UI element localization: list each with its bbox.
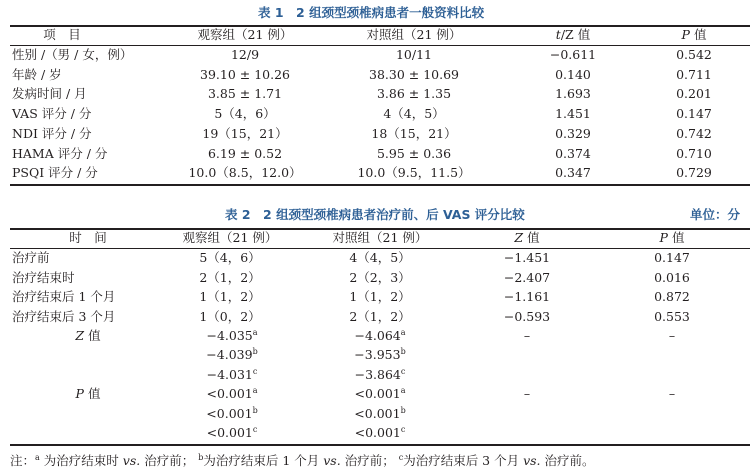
table1-cell: 10.0（8.5，12.0） [188, 165, 302, 181]
table2-cell: 2（1，2） [349, 308, 411, 324]
note-end: 。 [582, 453, 595, 468]
table1-cell: 3.86 ± 1.35 [376, 86, 452, 102]
note-b: 为治疗结束后 1 个月 [203, 453, 320, 468]
table1-cell: 4（4，5） [383, 106, 445, 122]
note-before-a: 治疗前 [144, 453, 182, 468]
table2-cell: −0.593 [503, 308, 551, 324]
table2-z-dash: – [668, 328, 676, 343]
table1-header-cell: P 值 [681, 27, 707, 42]
table2-p-ctl: <0.001$^a$ [354, 385, 406, 401]
note-sep-a: ； [181, 453, 195, 468]
table1-cell: 年龄 / 岁 [12, 66, 62, 82]
table2-cell: 治疗结束后 1 个月 [12, 289, 116, 304]
note-vs-c: vs. [523, 453, 541, 468]
table2-cell: 治疗结束后 3 个月 [12, 308, 116, 324]
table1-cell: 0.542 [676, 47, 712, 62]
table2-header-cell: Z 值 [514, 230, 540, 245]
note-sep-b: ； [382, 453, 395, 468]
table1-cell: 5.95 ± 0.36 [376, 145, 452, 161]
table2-cell: 0.147 [654, 250, 690, 265]
table1-cell: 发病时间 / 月 [12, 86, 87, 102]
table1-header-cell: t/Z 值 [555, 27, 591, 42]
table2-z-obs: −4.035$^a$ [206, 327, 258, 343]
table2-cell: −1.161 [503, 289, 551, 304]
table2-cell: 1（1，2） [349, 289, 411, 304]
table1-cell: PSQI 评分 / 分 [12, 165, 98, 181]
table1-cell: 0.710 [676, 145, 712, 161]
table1-cell: 0.329 [555, 125, 591, 141]
table1-cell: 性别 /（男 / 女，例） [12, 47, 133, 62]
table2-cell: 0.872 [654, 289, 690, 304]
table1-cell: 39.10 ± 10.26 [200, 66, 290, 82]
table1-header-cell: 观察组（21 例） [197, 27, 293, 42]
table1-cell: 0.140 [555, 66, 591, 82]
table1-cell: 0.201 [676, 86, 712, 102]
table2-z-obs: −4.031$^c$ [206, 366, 258, 382]
table2-p-label: P 值 [75, 386, 101, 401]
table1-cell: VAS 评分 / 分 [12, 106, 92, 122]
table1-header-cell: 对照组（21 例） [366, 27, 462, 42]
table2-cell: 2（2，3） [349, 269, 411, 285]
table2-p-obs: <0.001$^b$ [206, 405, 258, 421]
table2-z-ctl: −3.864$^c$ [354, 366, 406, 382]
table2-z-ctl: −3.953$^b$ [354, 347, 406, 363]
table2-z-ctl: −4.064$^a$ [354, 327, 406, 343]
table1-caption: 表 1 2 组颈型颈椎病患者一般资料比较 [258, 5, 485, 20]
table1-cell: 12/9 [230, 47, 260, 62]
table2-header-cell: 观察组（21 例） [182, 230, 278, 245]
table1-cell: 3.85 ± 1.71 [207, 86, 283, 102]
table1-cell: 0.374 [555, 145, 591, 161]
table1-cell: 1.693 [555, 86, 591, 102]
table1-cell: 38.30 ± 10.69 [369, 66, 459, 82]
note-vs-a: vs. [122, 453, 141, 468]
note-vs-b: vs. [323, 453, 341, 468]
table1-cell: HAMA 评分 / 分 [12, 145, 108, 161]
table2-unit: 单位：分 [690, 207, 741, 222]
table2-z-dash: – [523, 328, 531, 343]
table2-bottom-rule [10, 444, 750, 446]
table1-cell: 6.19 ± 0.52 [207, 145, 283, 161]
table1-cell: 5（4，6） [214, 106, 276, 122]
table2-p-ctl: <0.001$^c$ [354, 424, 406, 440]
table2-p-dash: – [668, 386, 676, 401]
table1-cell: 0.711 [676, 66, 712, 82]
table2-cell: 4（4，5） [349, 250, 411, 265]
table2-cell: −1.451 [503, 250, 551, 265]
table1-cell: NDI 评分 / 分 [12, 125, 92, 141]
table2-z-obs: −4.039$^b$ [206, 347, 258, 363]
table1-cell: 0.347 [555, 165, 591, 181]
table2-p-dash: – [523, 386, 531, 401]
table2-cell: 1（0，2） [199, 308, 261, 324]
table2-cell: 治疗前 [12, 250, 50, 265]
note-before-b: 治疗前 [344, 453, 383, 468]
table2-cell: 0.553 [654, 308, 690, 324]
table2-footnote: 注：$^a$ 为治疗结束时 vs. 治疗前； $^b$为治疗结束后 1 个月 vs. 治疗前； $^c$为治疗结束后 3 个月 vs. 治疗前。 [10, 452, 595, 468]
table1-cell: 18（15，21） [371, 125, 457, 141]
table2-cell: 治疗结束时 [12, 269, 75, 285]
table2-z-label: Z 值 [75, 328, 101, 343]
table2-header-cell: P 值 [659, 230, 685, 245]
table2-p-obs: <0.001$^c$ [206, 424, 258, 440]
table1-cell: −0.611 [549, 47, 597, 62]
note-prefix: 注： [10, 453, 36, 468]
table2-cell: 1（1，2） [199, 289, 261, 304]
table2-cell: 0.016 [654, 269, 690, 285]
note-a: 为治疗结束时 [43, 453, 119, 468]
table2-caption: 表 2 2 组颈型颈椎病患者治疗前、后 VAS 评分比较 [225, 207, 525, 222]
table1-bottom-rule [10, 184, 750, 186]
table2-p-ctl: <0.001$^b$ [354, 405, 406, 421]
table2-cell: −2.407 [503, 269, 551, 285]
table1-cell: 10/11 [395, 47, 433, 62]
table1-cell: 1.451 [555, 106, 591, 122]
table2-cell: 5（4，6） [199, 250, 261, 265]
table1-header-cell: 项 目 [43, 27, 81, 42]
table2-p-obs: <0.001$^a$ [206, 385, 258, 401]
table2-header-cell: 对照组（21 例） [332, 230, 428, 245]
note-c: 为治疗结束后 3 个月 [403, 453, 520, 468]
table2-cell: 2（1，2） [199, 269, 261, 285]
table1-cell: 10.0（9.5，11.5） [357, 165, 471, 181]
table1-cell: 0.742 [676, 125, 712, 141]
table1-cell: 0.147 [676, 106, 712, 122]
note-before-c: 治疗前 [544, 453, 583, 468]
table2-header-cell: 时 间 [69, 230, 107, 245]
table1-cell: 19（15，21） [202, 125, 288, 141]
table1-cell: 0.729 [676, 165, 712, 181]
